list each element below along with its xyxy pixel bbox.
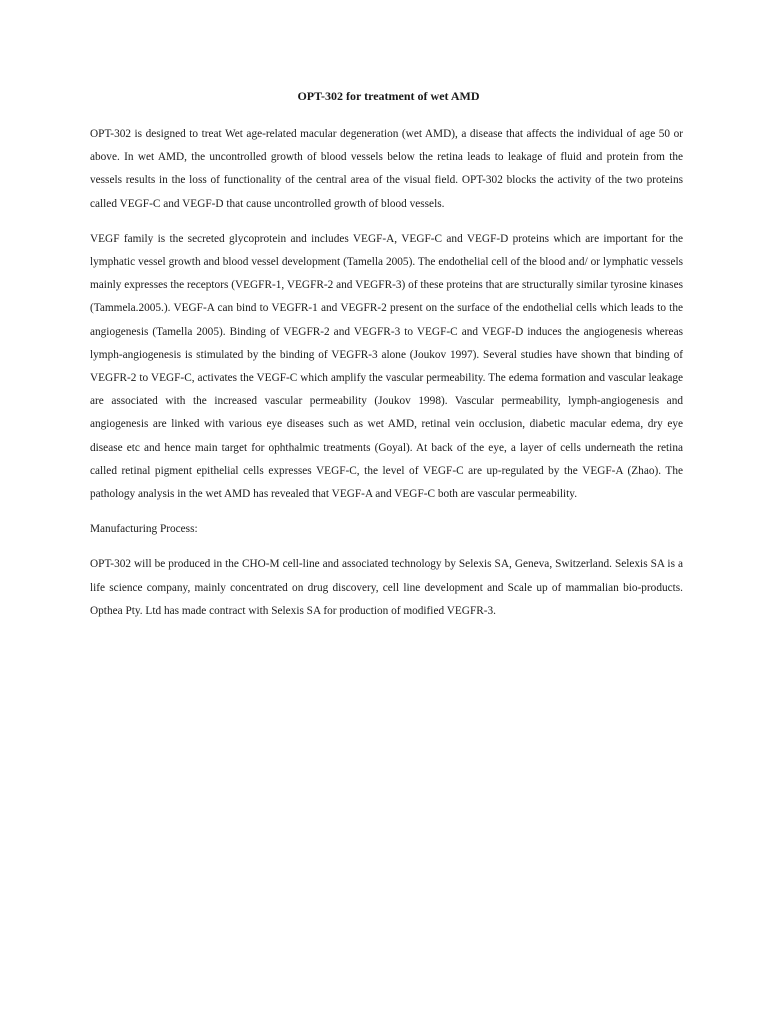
paragraph-intro: OPT-302 is designed to treat Wet age-related macular degeneration (wet AMD), a disease that affects the individual of age 50 or above. In wet AMD, the uncontrolled growth of blood vessels below the retina leads to leakage of fluid and protein from the vessels results in the loss of functionality of the central area of the visual field. OPT-302 blocks the activity of the two proteins called VEGF-C and VEGF-D that cause uncontrolled growth of blood vessels. [90,128,683,210]
paragraph-vegf-family: VEGF family is the secreted glycoprotein and includes VEGF-A, VEGF-C and VEGF-D proteins which are important for the lymphatic vessel growth and blood vessel development (Tamella 2005). The endothelial cell of the blood and/ or lymphatic vessels mainly expresses the receptors (VEGFR-1, VEGFR-2 and VEGFR-3) of these proteins that are structurally similar tyrosine kinases (Tammela.2005.). VEGF-A can bind to VEGFR-1 and VEGFR-2 present on the surface of the endothelial cells which leads to the angiogenesis (Tamella 2005). Binding of VEGFR-2 and VEGFR-3 to VEGF-C and VEGF-D induces the angiogenesis whereas lymph-angiogenesis is stimulated by the binding of VEGFR-3 alone (Joukov 1997). Several studies have shown that binding of VEGFR-2 to VEGF-C, activates the VEGF-C which amplify the vascular permeability. The edema formation and vascular leakage are associated with the increased vascular permeability (Joukov 1998). Vascular permeability, lymph-angiogenesis and angiogenesis are linked with various eye diseases such as wet AMD, retinal vein occlusion, diabetic macular edema, dry eye disease etc and hence main target for ophthalmic treatments (Goyal). At back of the eye, a layer of cells underneath the retina called retinal pigment epithelial cells expresses VEGF-C, the level of VEGF-C are up-regulated by the VEGF-A (Zhao). The pathology analysis in the wet AMD has revealed that VEGF-A and VEGF-C both are vascular permeability. [90,232,683,501]
section-heading-manufacturing: Manufacturing Process: [90,523,198,536]
paragraph-manufacturing: OPT-302 will be produced in the CHO-M cell-line and associated technology by Selexis SA, Geneva, Switzerland. Selexis SA is a life science company, mainly concentrated on drug discovery, cell line development and Scale up of mammalian bio-products. Opthea Pty. Ltd has made contract with Selexis SA for production of modified VEGFR-3. [90,558,683,617]
document-title: OPT-302 for treatment of wet AMD [297,89,480,103]
